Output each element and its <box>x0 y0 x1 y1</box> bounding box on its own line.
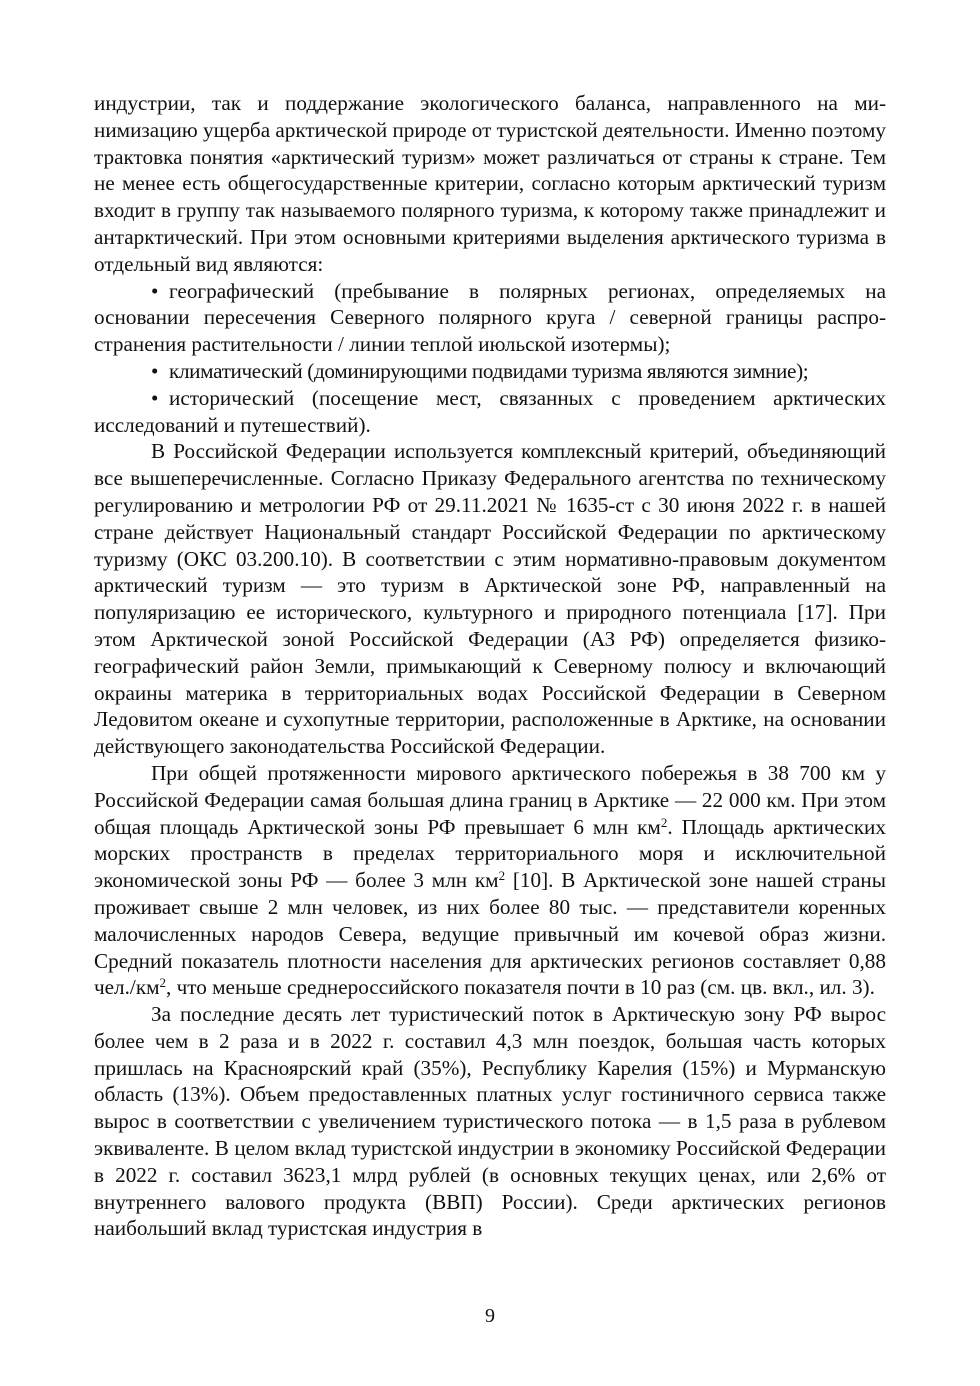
list-item <box>94 358 886 385</box>
bullet-marker: • <box>151 278 159 303</box>
coastline-text-2: . Площадь арктических морских пространств в пределах территориального моря и исключительной экономической зоны РФ — более 3 млн км <box>94 814 886 893</box>
coastline-text-1: При общей протяженности мирового арктического побережья в 38 700 км у Российской Федерации самая большая длина границ в Арктике — 22 000 км. При этом общая площадь Арктической зоны РФ превышает 6 млн км <box>94 760 886 839</box>
paragraph-coastline <box>94 760 886 1001</box>
paragraph-tourist-flow: За последние десять лет туристический поток в Арктическую зону РФ вырос более чем в 2 раза и в 2022 г. составил 4,3 млн поездок, большая часть которых пришлась на Красноярский край (35%), Республику Карелия (15%) и Мурманскую область (13%). Объем предоставленных платных услуг гостиничного сервиса также вырос в соответствии с увеличением туристического потока — в 1,5 раза в рублевом эквиваленте. В целом вклад туристской индустрии в экономику Российской Федерации в 2022 г. составил 3623,1 млрд рублей (в основных текущих ценах, или 2,6% от внутреннего валового продукта (ВВП) России). Среди арктических регионов наибольший вклад туристская индустрия в <box>94 1002 886 1241</box>
superscript-2: 2 <box>498 867 506 883</box>
bullet-text-geographic: географический (пребывание в полярных регионах, определяемых на основании пересечения Северного полярного круга / северной границы распространения растительности / линии теплой июльской изотермы); <box>94 278 886 357</box>
list-item <box>94 385 886 439</box>
coastline-text-3: [10]. В Арктической зоне нашей страны проживает свыше 2 млн человек, из них более 80 тыс. — представители коренных малочисленных народов Севера, ведущие привычный им кочевой образ жизни. Средний показатель плотности населения для арктических регионов составляет 0,88 чел./км <box>94 868 886 1000</box>
bullet-marker: • <box>151 358 159 383</box>
bullet-text-historical: исторический (посещение мест, связанных с проведением арктических исследований и путешествий). <box>94 385 886 437</box>
paragraph-russian-federation: В Российской Федерации используется комплексный критерий, объединяющий все вышеперечисленные. Согласно Приказу Федерального агентства по техническому регулированию и метрологии РФ от 29.11.2021 № 1635-ст с 30 июня 2022 г. в нашей стране действует Национальный стандарт Российской Федерации по арктическому туризму (ОКС 03.200.10). В соответствии с этим нормативно-правовым документом арктический туризм — это туризм в Арктической зоне РФ, направленный на популяризацию ее исторического, культурного и природного потенциала [17]. При этом Арктической зоной Российской Федерации (АЗ РФ) определяется физико-географический район Земли, примыкающий к Северному полюсу и включающий окраины материка в территориальных водах Российской Федерации в Северном Ледовитом океане и сухопутные территории, расположенные в Арктике, на основании действующего законодательства Российской Федерации. <box>94 439 886 759</box>
superscript-2: 2 <box>660 814 668 830</box>
page-body <box>94 90 886 1242</box>
coastline-text-4: , что меньше среднероссийского показателя почти в 10 раз (см. цв. вкл., ил. 3). <box>166 975 875 1000</box>
list-item <box>94 278 886 358</box>
paragraph-intro: индустрии, так и поддержание экологического баланса, направленного на минимизацию ущерба арктической природе от туристской деятельности. Именно поэтому трактовка понятия «арктический туризм» может различаться от страны к стране. Тем не менее есть общегосударственные критерии, согласно которым арктический туризм входит в группу так называемого полярного туризма, к которому также принадлежит и антарктический. При этом основными критериями выделения арктического туризма в отдельный вид являются: <box>94 91 886 276</box>
bullet-marker: • <box>151 385 159 410</box>
bullet-text-climatic: климатический (доминирующими подвидами туризма являются зимние); <box>169 358 809 383</box>
superscript-2: 2 <box>159 975 167 991</box>
page-number: 9 <box>485 1305 495 1327</box>
